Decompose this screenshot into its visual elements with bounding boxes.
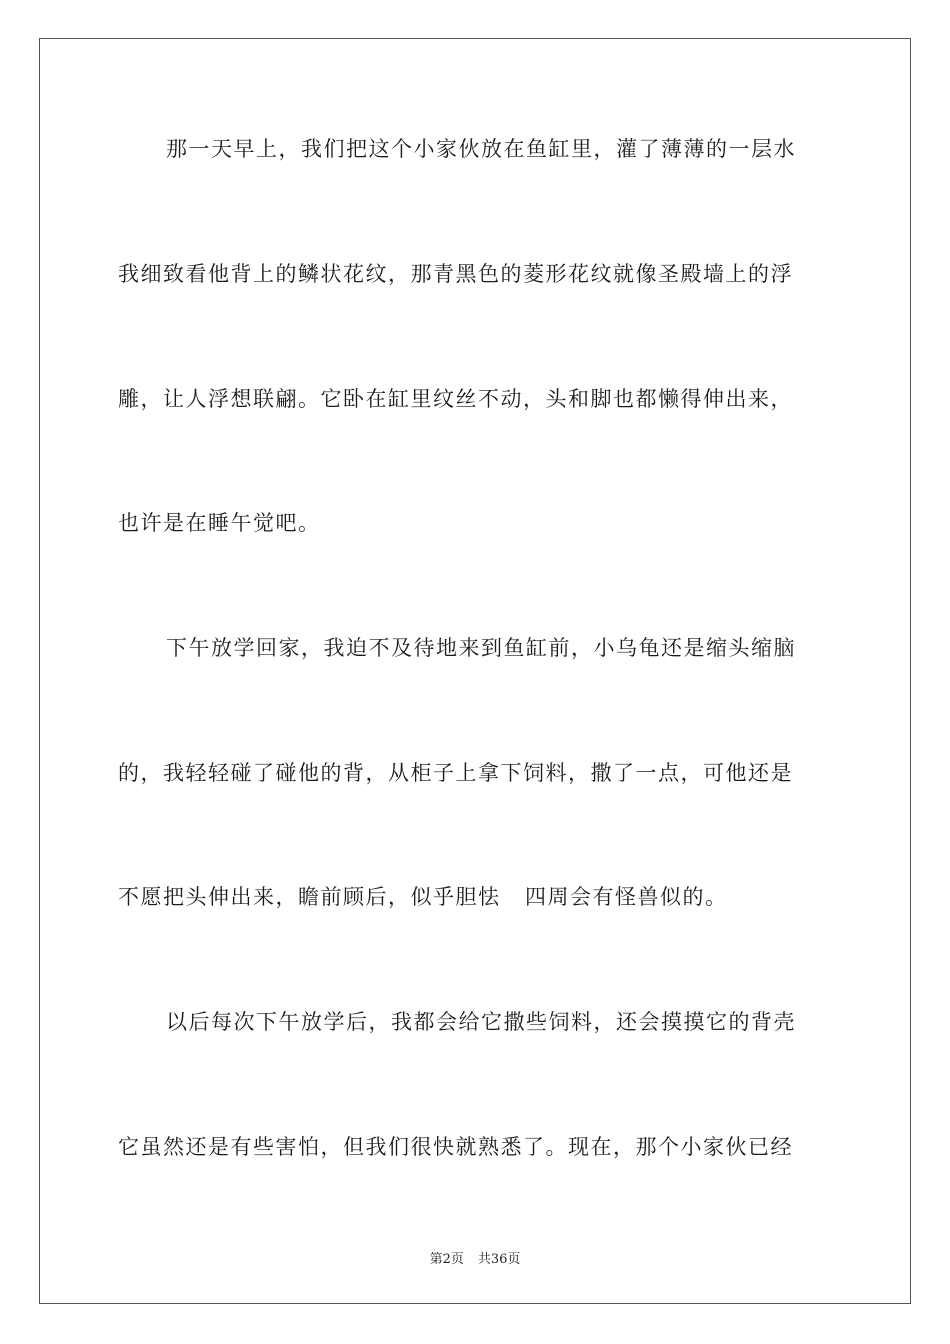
page-border [39,38,911,1304]
total-pages: 共36页 [477,1252,521,1267]
paragraph-3-line-1: 以后每次下午放学后，我都会给它撒些饲料，还会摸摸它的背壳 [166,1010,796,1034]
paragraph-2-line-2: 的，我轻轻碰了碰他的背，从柜子上拿下饲料，撒了一点，可他还是 [118,761,793,785]
page-footer [0,1248,950,1267]
paragraph-1-line-3: 雕，让人浮想联翩。它卧在缸里纹丝不动，头和脚也都懒得伸出来， [118,387,793,411]
paragraph-1-line-4: 也许是在睡午觉吧。 [118,511,321,535]
paragraph-2-line-1: 下午放学回家，我迫不及待地来到鱼缸前，小乌龟还是缩头缩脑 [166,636,796,660]
paragraph-1-line-2: 我细致看他背上的鳞状花纹，那青黑色的菱形花纹就像圣殿墙上的浮 [118,262,793,286]
paragraph-2-line-3: 不愿把头伸出来，瞻前顾后，似乎胆怯 四周会有怪兽似的。 [118,885,728,909]
page-number: 第2页 [429,1252,464,1267]
paragraph-3-line-2: 它虽然还是有些害怕，但我们很快就熟悉了。现在，那个小家伙已经 [118,1135,793,1159]
paragraph-1-line-1: 那一天早上，我们把这个小家伙放在鱼缸里，灌了薄薄的一层水 [166,137,796,161]
